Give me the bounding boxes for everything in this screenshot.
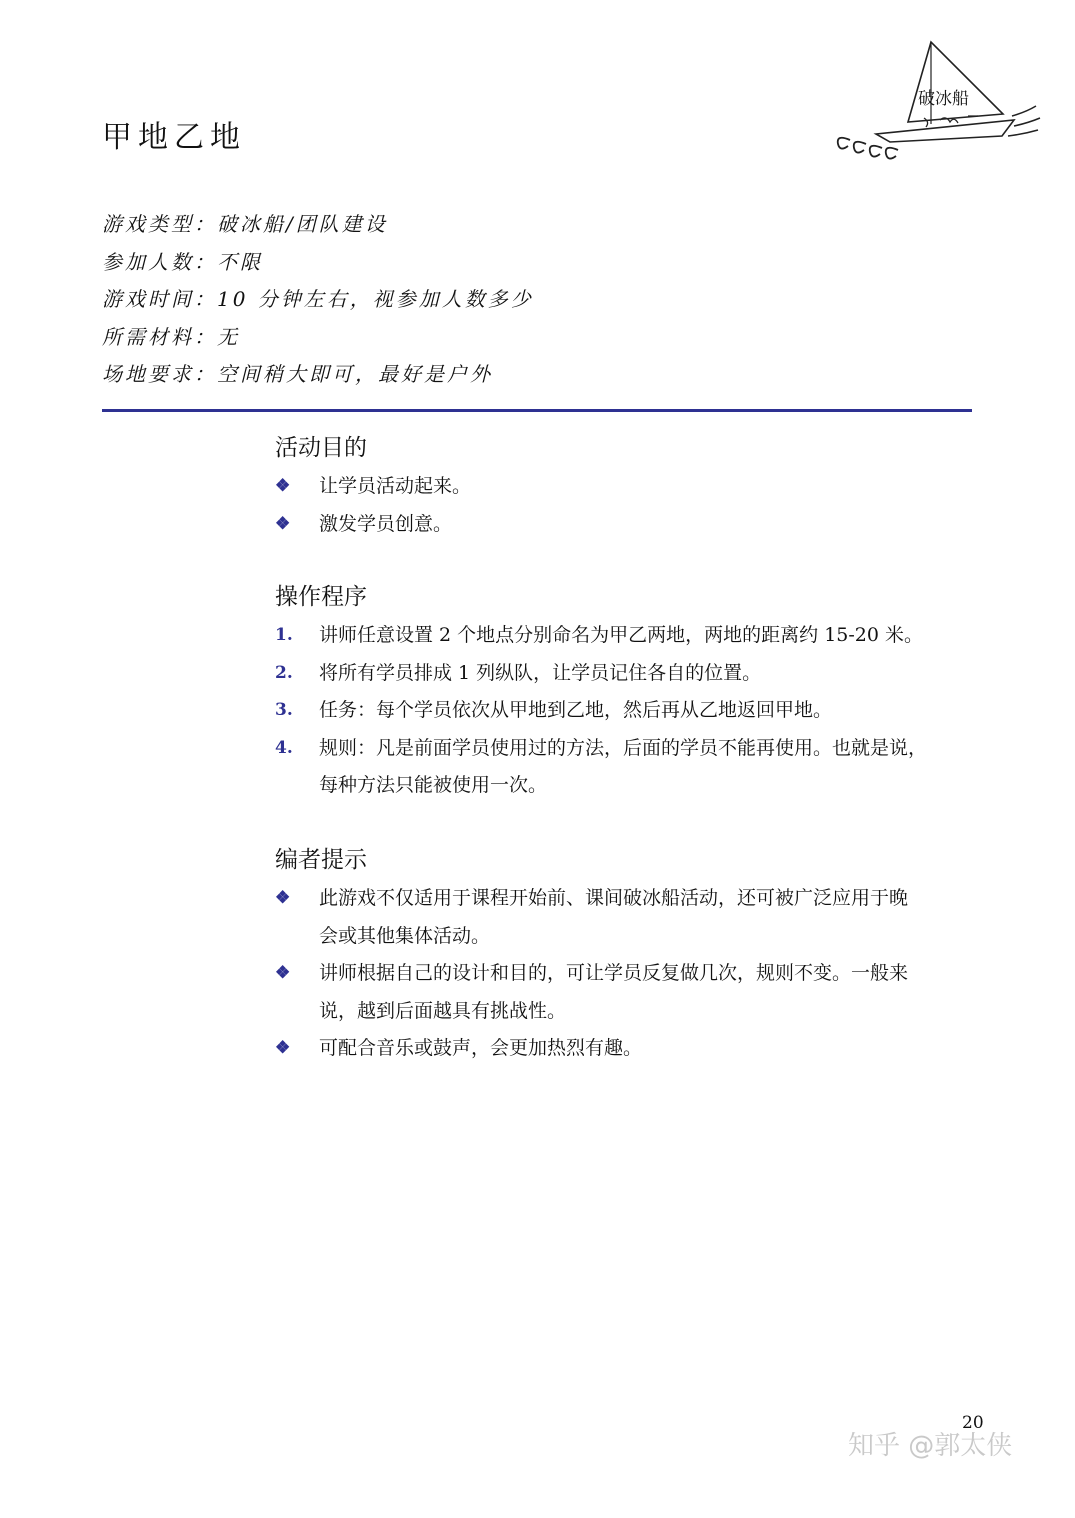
logo-text: 破冰船 <box>918 89 969 109</box>
info-value: 空间稍大即可，最好是户外 <box>217 362 493 386</box>
game-info <box>102 206 534 394</box>
diamond-bullet-icon: ❖ <box>275 513 291 534</box>
diamond-bullet-icon: ❖ <box>275 1038 291 1058</box>
page-number: 20 <box>962 1413 984 1433</box>
list-item <box>275 617 995 655</box>
section-title: 操作程序 <box>275 584 367 610</box>
list-item <box>275 468 995 506</box>
list-item <box>275 655 995 693</box>
step-number: 4. <box>275 737 293 758</box>
sailboat-icon <box>828 36 1043 166</box>
item-text: 每种方法只能被使用一次。 <box>319 774 548 796</box>
item-text: 规则：凡是前面学员使用过的方法，后面的学员不能再使用。也就是说， <box>319 736 928 759</box>
item-text: 让学员活动起来。 <box>319 475 472 497</box>
purpose-section <box>275 428 995 543</box>
item-text: 将所有学员排成 1 列纵队，让学员记住各自的位置。 <box>319 661 762 684</box>
info-value: 破冰船/团队建设 <box>217 212 388 236</box>
item-text: 讲师任意设置 2 个地点分别命名为甲乙两地，两地的距离约 15-20 米。 <box>319 624 924 646</box>
info-row-participants <box>102 244 534 282</box>
info-value: 不限 <box>217 249 263 274</box>
item-text: 任务：每个学员依次从甲地到乙地，然后再从乙地返回甲地。 <box>319 699 833 721</box>
info-row-type <box>102 206 534 244</box>
list-item <box>275 1030 995 1068</box>
step-number: 3. <box>275 700 293 720</box>
info-value: 无 <box>217 324 240 349</box>
item-text: 讲师根据自己的设计和目的，可让学员反复做几次，规则不变。一般来 <box>319 962 909 984</box>
list-item <box>275 506 995 544</box>
list-item <box>275 692 995 730</box>
tips-section <box>275 840 995 1068</box>
item-text: 说，越到后面越具有挑战性。 <box>319 999 567 1022</box>
diamond-bullet-icon: ❖ <box>275 476 291 496</box>
step-number: 1. <box>275 625 293 645</box>
list-item <box>275 955 995 1030</box>
list-item <box>275 730 995 805</box>
info-label: 游戏类型： <box>102 212 217 236</box>
info-label: 场地要求： <box>102 362 217 386</box>
item-text: 可配合音乐或鼓声，会更加热烈有趣。 <box>319 1037 643 1059</box>
diamond-bullet-icon: ❖ <box>275 963 291 983</box>
info-label: 所需材料： <box>102 324 217 349</box>
info-row-materials <box>102 319 534 357</box>
watermark: 知乎 @郭太侠 <box>848 1431 1013 1461</box>
section-title: 活动目的 <box>275 435 367 461</box>
page-title: 甲地乙地 <box>102 120 246 155</box>
section-title: 编者提示 <box>275 847 367 873</box>
item-text: 会或其他集体活动。 <box>319 924 491 947</box>
info-label: 游戏时间： <box>102 287 217 311</box>
procedure-section <box>275 577 995 805</box>
icebreaker-logo <box>828 36 1043 166</box>
list-item <box>275 880 995 955</box>
info-value: 10 分钟左右，视参加人数多少 <box>217 287 534 311</box>
section-divider <box>102 409 972 412</box>
item-text: 此游戏不仅适用于课程开始前、课间破冰船活动，还可被广泛应用于晚 <box>319 887 909 909</box>
step-number: 2. <box>275 662 293 683</box>
item-text: 激发学员创意。 <box>319 512 453 535</box>
info-row-time <box>102 281 534 319</box>
info-row-venue <box>102 356 534 394</box>
diamond-bullet-icon: ❖ <box>275 888 291 908</box>
info-label: 参加人数： <box>102 249 217 274</box>
